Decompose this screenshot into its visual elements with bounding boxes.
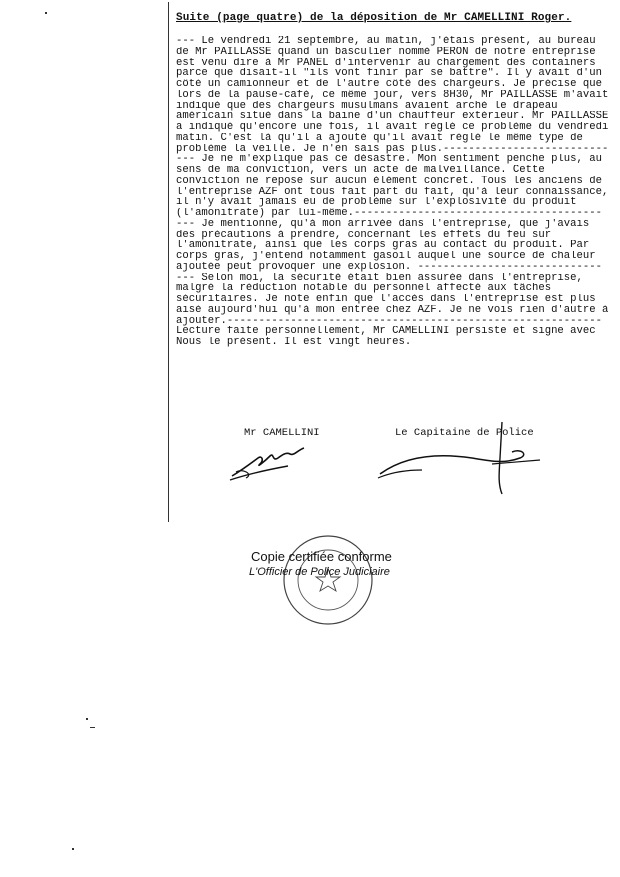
deposition-line: il n'y avait jamais eu de problème sur l'explosivité du produit xyxy=(176,197,577,208)
deposition-line: de Mr PAILLASSE quand un basculier nommé PERON de notre entreprise xyxy=(176,46,596,58)
deposition-line: l'amonitrate, ainsi que les corps gras au contact du produit. Par xyxy=(176,240,590,251)
deposition-line: (l'amonitrate) par lui-même.--------------------------------------- xyxy=(176,208,602,219)
officer-title-text: L'Officier de Police Judiciaire xyxy=(249,566,390,578)
page-title: Suite (page quatre) de la déposition de Mr CAMELLINI Roger. xyxy=(176,12,572,24)
certified-copy-text: Copie certifiée conforme xyxy=(251,549,392,564)
scan-speck xyxy=(72,848,74,850)
deposition-line: problème la veille. Je n'en sais pas plus.-------------------------- xyxy=(176,143,608,155)
deposition-line: est venu dire à Mr PANEL d'intervenir au chargement des containers xyxy=(176,57,596,69)
deposition-line: --- Le vendredi 21 septembre, au matin, j'étais présent, au bureau xyxy=(176,36,596,47)
signature-label-left: Mr CAMELLINI xyxy=(244,427,320,439)
deposition-line: côté un camionneur et de l'autre côté des chargeurs. Je précise que xyxy=(176,79,602,90)
deposition-line: --- Je mentionne, qu'à mon arrivée dans l'entreprise, que j'avais xyxy=(176,218,590,230)
deposition-line: parce que disait-il "ils vont finir par se battre". Il y avait d'un xyxy=(176,68,602,79)
deposition-line: sécuritaires. Je note enfin que l'accès dans l'entreprise est plus xyxy=(176,294,596,305)
signature-capitaine-icon xyxy=(372,418,552,498)
scan-speck xyxy=(45,12,47,14)
margin-line xyxy=(168,2,169,522)
signature-camellini-icon xyxy=(228,440,308,482)
deposition-line: --- Je ne m'explique pas ce désastre. Mon sentiment penche plus, au xyxy=(176,154,602,165)
deposition-line: l'entreprise AZF ont tous fait part du fait, qu'à leur connaissance, xyxy=(176,186,608,198)
deposition-line: sens de ma conviction, vers un acte de malveillance. Cette xyxy=(176,165,545,176)
deposition-line: malgré la réduction notable du personnel affecté aux tâches xyxy=(176,283,552,294)
deposition-line: corps gras, j'entend notamment gasoil auquel une source de chaleur xyxy=(176,251,596,262)
deposition-line: matin. C'est là qu'il a ajouté qu'il avait réglé le même type de xyxy=(176,132,583,144)
deposition-line: Nous le présent. Il est vingt heures. xyxy=(176,337,412,348)
deposition-line: indiqué que des chargeurs musulmans avaient arché le drapeau xyxy=(176,100,558,112)
signature-label-right: Le Capitaine de Police xyxy=(395,427,534,439)
deposition-line: conviction ne repose sur aucun élément concret. Tous les anciens de xyxy=(176,175,602,187)
deposition-line: ajoutée peut provoquer une explosion. ----------------------------- xyxy=(176,261,602,273)
police-seal-icon xyxy=(278,530,378,630)
deposition-body xyxy=(176,36,608,348)
deposition-line: ajouter.----------------------------------------------------------- xyxy=(176,315,602,327)
deposition-line: a indiqué qu'encore une fois, il avait réglé ce problème du vendredi xyxy=(176,122,608,133)
deposition-line: des précautions à prendre, concernant les effets du feu sur xyxy=(176,229,552,241)
deposition-line: américain situé dans la baine d'un chauffeur extérieur. Mr PAILLASSE xyxy=(176,111,608,122)
deposition-line: --- Selon moi, la sécurité était bien assurée dans l'entreprise, xyxy=(176,272,583,284)
deposition-line: aisé aujourd'hui qu'à mon entrée chez AZF. Je ne vois rien d'autre à xyxy=(176,304,608,316)
deposition-line: Lecture faite personnellement, Mr CAMELLINI persiste et signe avec xyxy=(176,326,596,337)
scan-speck xyxy=(90,727,95,728)
deposition-line: lors de la pause-café, ce même jour, vers 8H30, Mr PAILLASSE m'avait xyxy=(176,89,608,101)
scan-speck xyxy=(86,718,88,720)
